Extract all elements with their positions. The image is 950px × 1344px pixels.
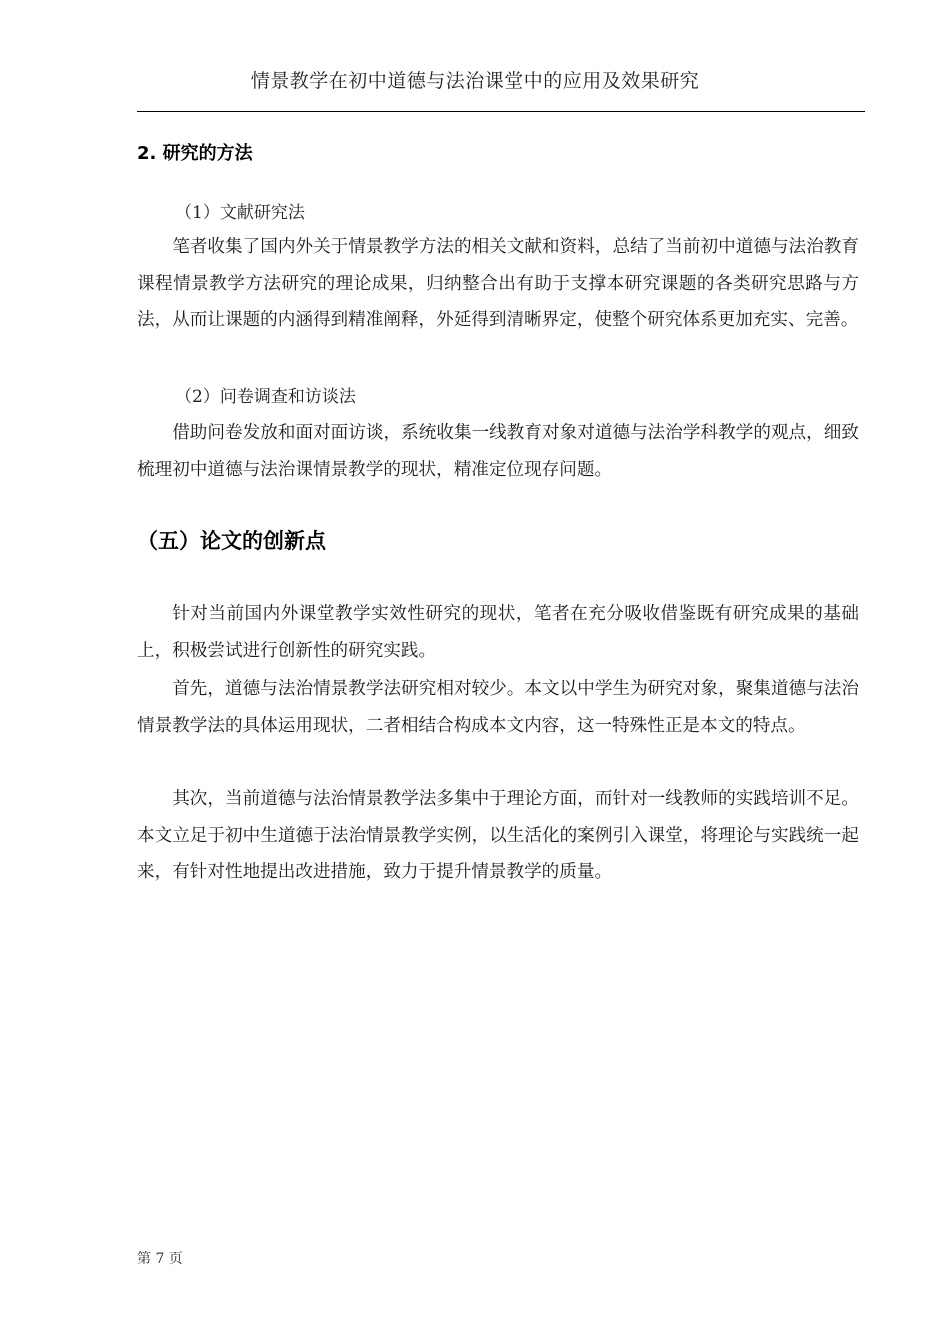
section-heading-methods: 2. 研究的方法	[137, 143, 253, 164]
paragraph-literature-method: 笔者收集了国内外关于情景教学方法的相关文献和资料，总结了当前初中道德与法治教育课程情景教学方法研究的理论成果，归纳整合出有助于支撑本研究课题的各类研究思路与方法，从而让课题的内涵得到精准阐释，外延得到清晰界定，使整个研究体系更加充实、完善。	[137, 237, 859, 330]
header-divider	[137, 111, 865, 112]
paragraph-innovation-second: 其次，当前道德与法治情景教学法多集中于理论方面，而针对一线教师的实践培训不足。本文立足于初中生道德于法治情景教学实例，以生活化的案例引入课堂，将理论与实践统一起来，有针对性地提出改进措施，致力于提升情景教学的质量。	[137, 789, 859, 882]
section-heading-innovation: （五）论文的创新点	[137, 529, 326, 553]
paragraph-innovation-intro: 针对当前国内外课堂教学实效性研究的现状，笔者在充分吸收借鉴既有研究成果的基础上，积极尝试进行创新性的研究实践。	[137, 604, 859, 661]
page-header-title: 情景教学在初中道德与法治课堂中的应用及效果研究	[250, 70, 700, 92]
subheading-literature-method: （1）文献研究法	[175, 203, 305, 223]
paragraph-innovation-first: 首先，道德与法治情景教学法研究相对较少。本文以中学生为研究对象，聚集道德与法治情景教学法的具体运用现状，二者相结合构成本文内容，这一特殊性正是本文的特点。	[137, 679, 859, 736]
subheading-survey-method: （2）问卷调查和访谈法	[175, 387, 356, 407]
page-number: 第 7 页	[137, 1251, 183, 1267]
paragraph-survey-method: 借助问卷发放和面对面访谈，系统收集一线教育对象对道德与法治学科教学的观点，细致梳理初中道德与法治课情景教学的现状，精准定位现存问题。	[137, 423, 859, 480]
